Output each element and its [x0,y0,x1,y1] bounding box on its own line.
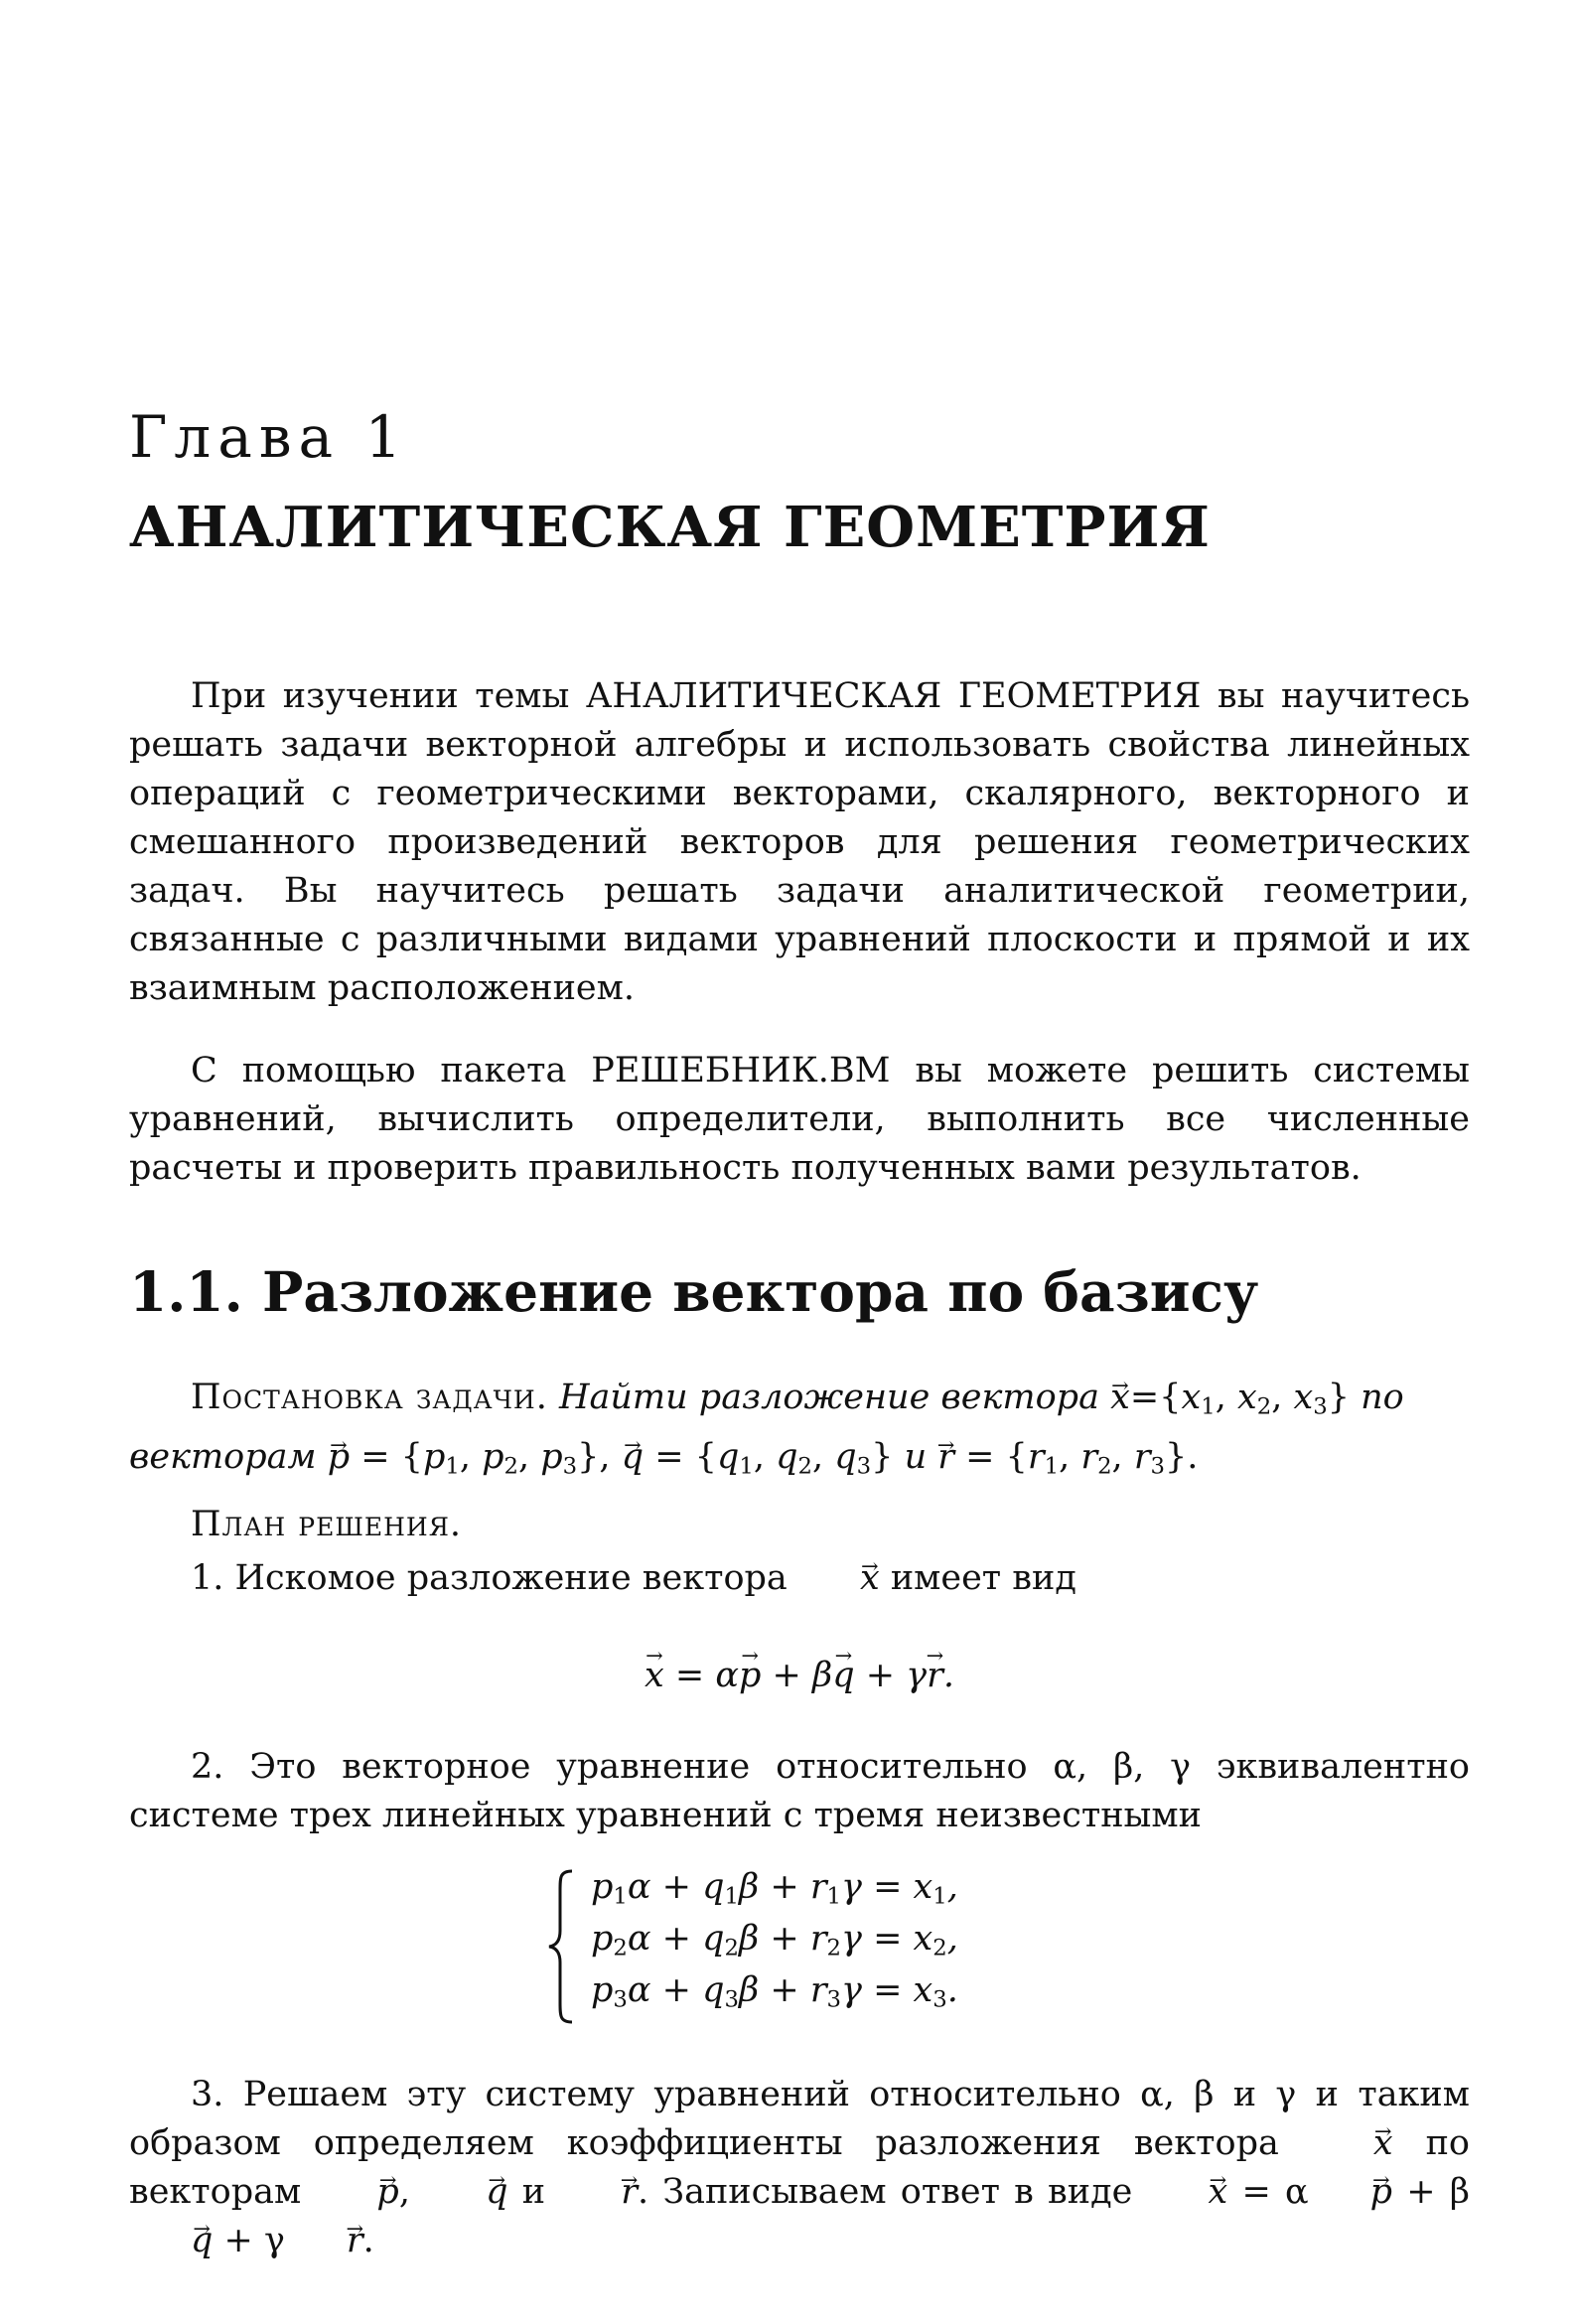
step-3-a: 3. Решаем эту систему уравнений относительно α, β и γ и таким образом определяем коэффициенты разложения вектора [129,2075,1470,2163]
problem-label: Постановка задачи. [191,1378,548,1417]
system-line-1: $p_1\alpha + q_1\beta + r_1\gamma = x_1$, [591,1867,958,1910]
step-2-text: 2. Это векторное уравнение относительно α, β, γ эквивалентно системе трех линейных уравнений с тремя неизвестными [129,1747,1470,1835]
chapter-title: АНАЛИТИЧЕСКАЯ ГЕОМЕТРИЯ [129,495,1211,560]
intro-paragraph-2: С помощью пакета РЕШЕБНИК.ВМ вы можете решить системы уравнений, вычислить определители, выполнить все численные расчеты и проверить правильность полученных вами результатов. [129,1051,1470,1188]
expansion-equation: → x = α→ p + β→ q + γ→ r. [129,1656,1470,1695]
problem-text-b: по векторам [129,1378,1404,1477]
plan-title: План решения. [191,1505,463,1544]
problem-text-a: Найти разложение вектора [559,1378,1099,1417]
problem-statement: Постановка задачи. Найти разложение вектора → $x=\{x_1$, $x_2$, $x_3$} по векторам → $p = \{p_1$, $p_2$, $p_3$}, → $q = \{q_1$, $q_2$, $q_3$} $и \to r = \{r_1$, $r_2$, $r_3$}. [129,1373,1470,1491]
step-1-text: 1. Искомое разложение вектора [191,1558,788,1598]
step-3-b: по векторам [129,2123,1470,2212]
section-title: 1.1. Разложение вектора по базису [129,1259,1259,1324]
step-3-d: . Записываем ответ в виде [637,2172,1133,2212]
step-3: 3. Решаем эту систему уравнений относительно α, β и γ и таким образом определяем коэффициенты разложения вектора → x по векторам → p, → q и → r. Записываем ответ в виде → x = α→ p + β→ q + γ→ r. [129,2071,1470,2265]
brace-icon [546,1867,576,2026]
system-line-3: $p_3\alpha + q_3\beta + r_3\gamma = x_3$. [591,1970,958,2013]
step-1: 1. Искомое разложение вектора → x имеет вид [129,1554,1470,1603]
system-line-2: $p_2\alpha + q_2\beta + r_2\gamma = x_2$, [591,1919,958,1961]
problem-and: и [904,1436,928,1477]
step-1-tail: имеет вид [890,1558,1076,1598]
chapter-label: Глава 1 [129,403,409,471]
intro-paragraph-1: При изучении темы АНАЛИТИЧЕСКАЯ ГЕОМЕТРИЯ вы научитесь решать задачи векторной алгебры и использовать свойства линейных операций с геометрическими векторами, скалярного, векторного и смешанного произведений векторов для решения геометрических задач. Вы научитесь решать задачи аналитической геометрии, связанные с различными видами уравнений плоскости и прямой и их взаимным расположением. [129,676,1470,1008]
step-3-c: и [521,2172,546,2212]
